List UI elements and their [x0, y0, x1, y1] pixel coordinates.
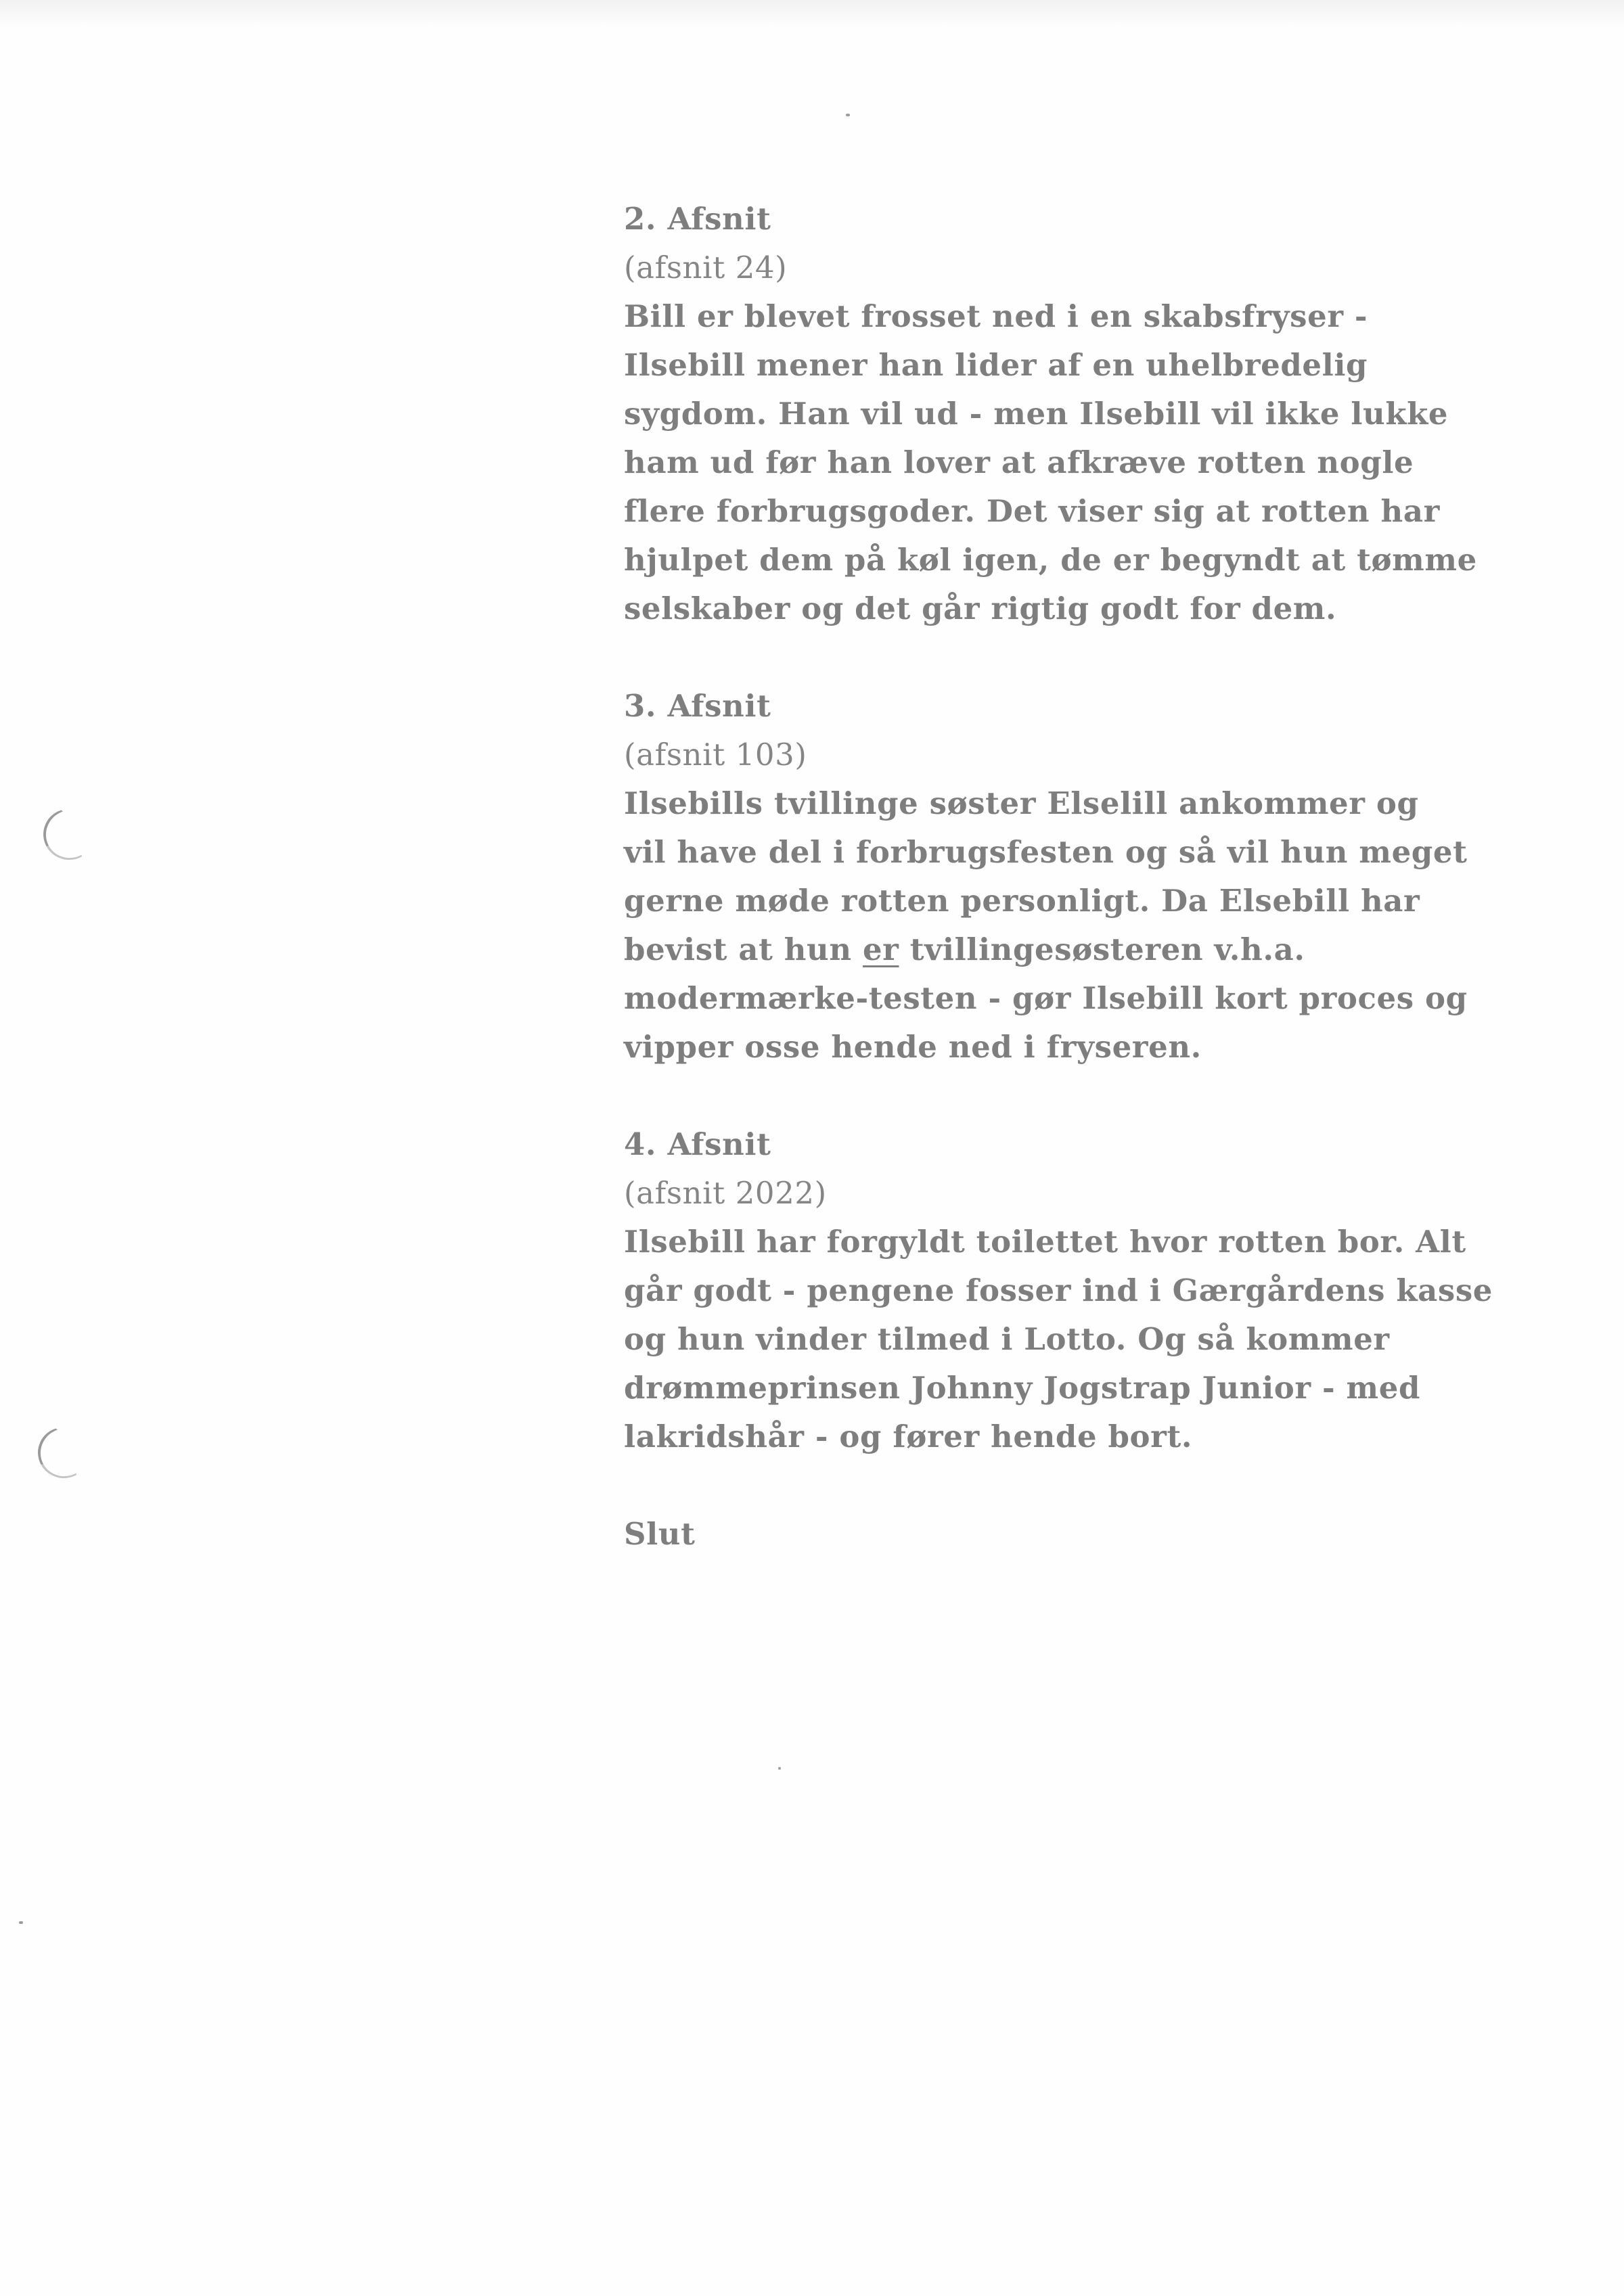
ending-section	[624, 1510, 1504, 1559]
punch-hole-lower	[30, 1420, 96, 1485]
section-subheading: (afsnit 2022)	[624, 1175, 827, 1211]
text-line: selskaber og det går rigtig godt for dem.	[624, 591, 1337, 626]
section-heading: 2. Afsnit	[624, 201, 771, 237]
section-2	[624, 195, 1504, 633]
ending-text: Slut	[624, 1516, 696, 1552]
text-line: går godt - pengene fosser ind i Gærgårdens kasse	[624, 1272, 1493, 1308]
section-3	[624, 682, 1504, 1072]
section-subheading: (afsnit 103)	[624, 737, 807, 773]
section-subheading: (afsnit 24)	[624, 250, 788, 285]
scan-top-shadow	[0, 0, 1624, 27]
text-line: Ilsebill mener han lider af en uhelbredelig	[624, 347, 1368, 383]
text-line: flere forbrugsgoder. Det viser sig at rotten har	[624, 493, 1440, 529]
text-line: ham ud før han lover at afkræve rotten nogle	[624, 444, 1414, 480]
underlined-word: er	[862, 932, 899, 967]
text-line: Bill er blevet frosset ned i en skabsfryser -	[624, 298, 1368, 334]
scan-speck	[19, 1921, 23, 1924]
text-line: Ilsebill har forgyldt toilettet hvor rotten bor. Alt	[624, 1224, 1466, 1260]
scan-speck	[846, 114, 850, 116]
text-line: vipper osse hende ned i fryseren.	[624, 1029, 1202, 1065]
text-line: Ilsebills tvillinge søster Elselill ankommer og	[624, 785, 1419, 821]
text-fragment: bevist at hun	[624, 932, 863, 967]
text-line-with-underline	[624, 925, 1504, 974]
text-fragment: tvillingesøsteren v.h.a.	[899, 932, 1305, 967]
text-line: modermærke-testen - gør Ilsebill kort proces og	[624, 980, 1468, 1016]
text-line: hjulpet dem på køl igen, de er begyndt at tømme	[624, 542, 1477, 578]
section-heading: 3. Afsnit	[624, 688, 771, 724]
text-line: gerne møde rotten personligt. Da Elsebill har	[624, 883, 1420, 919]
scan-speck	[778, 1767, 781, 1770]
section-heading: 4. Afsnit	[624, 1126, 771, 1162]
text-line: og hun vinder tilmed i Lotto. Og så kommer	[624, 1321, 1390, 1357]
section-4	[624, 1120, 1504, 1461]
text-line: vil have del i forbrugsfesten og så vil hun meget	[624, 834, 1468, 870]
text-line: sygdom. Han vil ud - men Ilsebill vil ikke lukke	[624, 396, 1449, 432]
punch-hole-upper	[36, 802, 102, 867]
document-body	[624, 195, 1504, 1607]
text-line: lakridshår - og fører hende bort.	[624, 1419, 1193, 1454]
text-line: drømmeprinsen Johnny Jogstrap Junior - med	[624, 1370, 1421, 1406]
